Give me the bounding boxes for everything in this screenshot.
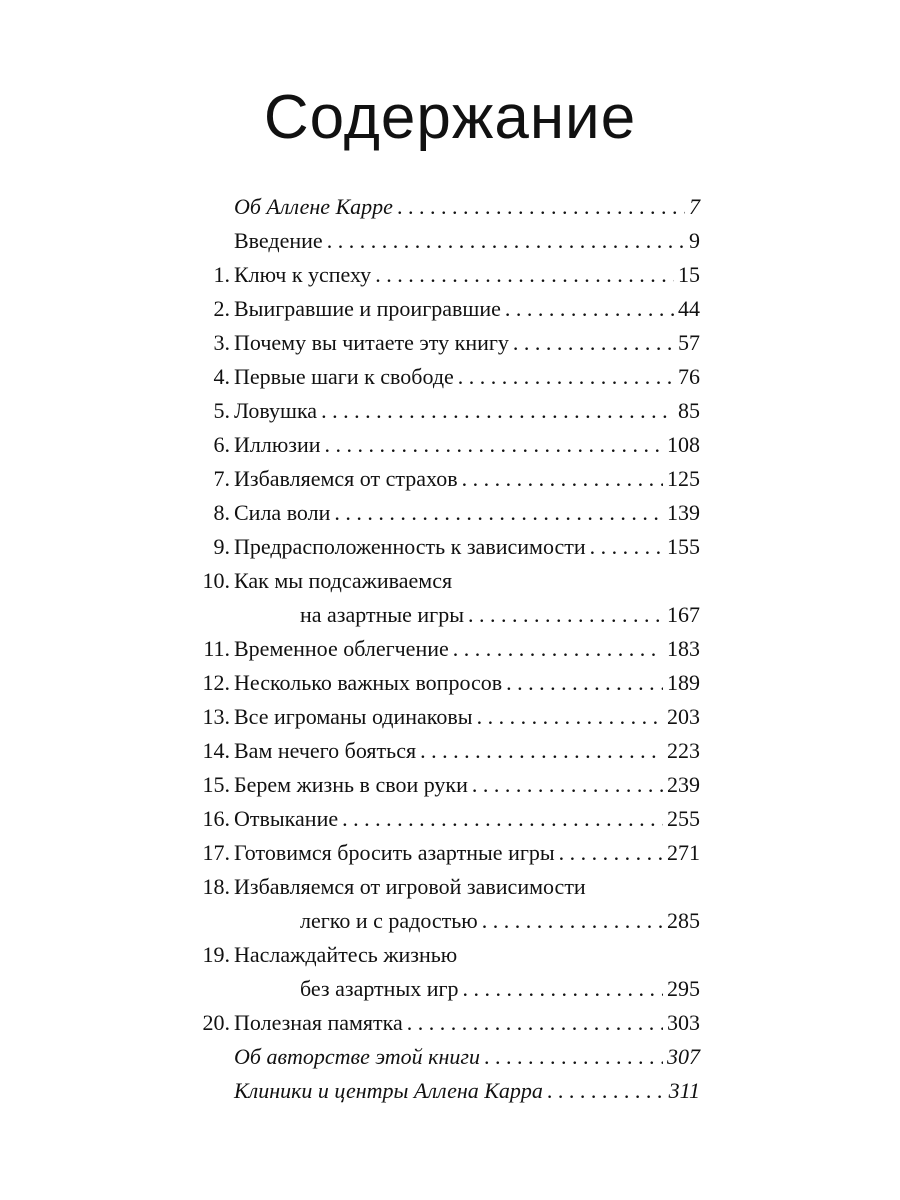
chapter-title: Предрасположенность к зависимости [234,534,586,559]
dot-leader [393,190,685,224]
toc-entry[interactable] [190,870,700,938]
chapter-number: 4. [213,364,230,389]
dot-leader [338,802,663,836]
toc-line [190,394,700,428]
dot-leader [323,224,685,258]
toc-line [190,360,700,394]
toc-line [190,836,700,870]
page-number: 295 [667,976,700,1001]
page-number: 85 [678,398,700,423]
toc-entry[interactable] [190,666,700,700]
chapter-number: 20. [202,1010,230,1035]
chapter-title: Выигравшие и проигравшие [234,296,501,321]
chapter-title: Об Аллене Карре [234,194,393,219]
chapter-title: легко и с радостью [300,908,478,933]
toc-line [190,428,700,462]
toc-entry[interactable] [190,1040,700,1074]
chapter-number: 8. [213,500,230,525]
toc-entry[interactable] [190,802,700,836]
chapter-title: Вам нечего бояться [234,738,417,763]
toc-line [190,326,700,360]
page-number: 271 [667,840,700,865]
page-number: 7 [689,194,700,219]
dot-leader [501,292,674,326]
toc-entry[interactable] [190,734,700,768]
dot-leader [555,836,663,870]
toc-line [190,564,700,598]
dot-leader [330,496,663,530]
chapter-title: Почему вы читаете эту книгу [234,330,509,355]
chapter-number: 14. [202,738,230,763]
page-number: 189 [667,670,700,695]
chapter-title: Иллюзии [234,432,321,457]
toc-line [190,666,700,700]
chapter-title: Временное облегчение [234,636,449,661]
toc-entry[interactable] [190,462,700,496]
dot-leader [458,462,663,496]
chapter-number: 2. [213,296,230,321]
toc-line [190,938,700,972]
chapter-title: Берем жизнь в свои руки [234,772,468,797]
toc-entry[interactable] [190,292,700,326]
toc-entry[interactable] [190,768,700,802]
table-of-contents [190,190,700,1108]
chapter-number: 15. [202,772,230,797]
chapter-title: Ловушка [234,398,318,423]
toc-line [190,734,700,768]
toc-line [190,496,700,530]
chapter-number: 10. [202,568,230,593]
chapter-number: 9. [213,534,230,559]
page-number: 311 [668,1078,700,1103]
dot-leader [449,632,663,666]
chapter-number: 3. [213,330,230,355]
toc-line [190,768,700,802]
dot-leader [473,700,663,734]
page-number: 285 [667,908,700,933]
chapter-number: 13. [202,704,230,729]
chapter-title: Как мы подсаживаемся [234,568,453,593]
toc-line [190,904,700,938]
toc-line [190,1006,700,1040]
chapter-title: Сила воли [234,500,331,525]
toc-entry[interactable] [190,700,700,734]
page-number: 183 [667,636,700,661]
toc-entry[interactable] [190,258,700,292]
chapter-title: Избавляемся от страхов [234,466,458,491]
toc-entry[interactable] [190,496,700,530]
chapter-number: 18. [202,874,230,899]
dot-leader [502,666,663,700]
page-number: 139 [667,500,700,525]
toc-line [190,598,700,632]
page-number: 15 [678,262,700,287]
toc-line [190,530,700,564]
chapter-number: 19. [202,942,230,967]
chapter-number: 6. [213,432,230,457]
dot-leader [403,1006,663,1040]
dot-leader [416,734,663,768]
chapter-title: Наслаждайтесь жизнью [234,942,458,967]
dot-leader [586,530,663,564]
chapter-title: на азартные игры [300,602,464,627]
dot-leader [543,1074,665,1108]
toc-line [190,292,700,326]
chapter-title: Введение [234,228,323,253]
dot-leader [321,428,663,462]
toc-line [190,224,700,258]
toc-line [190,190,700,224]
page-title: Содержание [263,83,637,152]
toc-entry[interactable] [190,632,700,666]
toc-entry[interactable] [190,326,700,360]
dot-leader [454,360,674,394]
chapter-number: 17. [202,840,230,865]
page-number: 108 [667,432,700,457]
page-number: 76 [678,364,700,389]
toc-entry[interactable] [190,1074,700,1108]
page-number: 9 [689,228,700,253]
chapter-number: 7. [213,466,230,491]
dot-leader [459,972,663,1006]
page-number: 44 [678,296,700,321]
chapter-number: 5. [213,398,230,423]
page-number: 255 [667,806,700,831]
dot-leader [468,768,663,802]
toc-entry[interactable] [190,564,700,632]
toc-line [190,462,700,496]
toc-line [190,1040,700,1074]
chapter-number: 16. [202,806,230,831]
page-number: 57 [678,330,700,355]
chapter-title: Первые шаги к свободе [234,364,454,389]
chapter-title: Избавляемся от игровой зависимости [234,874,586,899]
page-number: 125 [667,466,700,491]
chapter-title: без азартных игр [300,976,459,1001]
chapter-number: 11. [203,636,230,661]
dot-leader [464,598,663,632]
toc-entry[interactable] [190,190,700,224]
dot-leader [480,1040,663,1074]
toc-entry[interactable] [190,224,700,258]
dot-leader [509,326,674,360]
dot-leader [478,904,663,938]
page-number: 307 [667,1044,700,1069]
page-number: 239 [667,772,700,797]
chapter-title: Об авторстве этой книги [234,1044,480,1069]
toc-line [190,870,700,904]
dot-leader [317,394,674,428]
chapter-title: Полезная памятка [234,1010,403,1035]
toc-line [190,632,700,666]
toc-entry[interactable] [190,530,700,564]
chapter-number: 1. [213,262,230,287]
chapter-title: Отвыкание [234,806,339,831]
page-number: 223 [667,738,700,763]
toc-line [190,258,700,292]
toc-entry[interactable] [190,428,700,462]
chapter-title: Несколько важных вопросов [234,670,503,695]
dot-leader [371,258,674,292]
toc-entry[interactable] [190,1006,700,1040]
page-number: 167 [667,602,700,627]
chapter-title: Ключ к успеху [234,262,372,287]
toc-entry[interactable] [190,938,700,1006]
chapter-title: Готовимся бросить азартные игры [234,840,555,865]
toc-line [190,700,700,734]
toc-line [190,972,700,1006]
page-number: 155 [667,534,700,559]
toc-entry[interactable] [190,836,700,870]
page-number: 203 [667,704,700,729]
toc-entry[interactable] [190,360,700,394]
chapter-title: Все игроманы одинаковы [234,704,473,729]
page-number: 303 [667,1010,700,1035]
chapter-number: 12. [202,670,230,695]
toc-line [190,802,700,836]
toc-entry[interactable] [190,394,700,428]
chapter-title: Клиники и центры Аллена Карра [234,1078,543,1103]
toc-line [190,1074,700,1108]
